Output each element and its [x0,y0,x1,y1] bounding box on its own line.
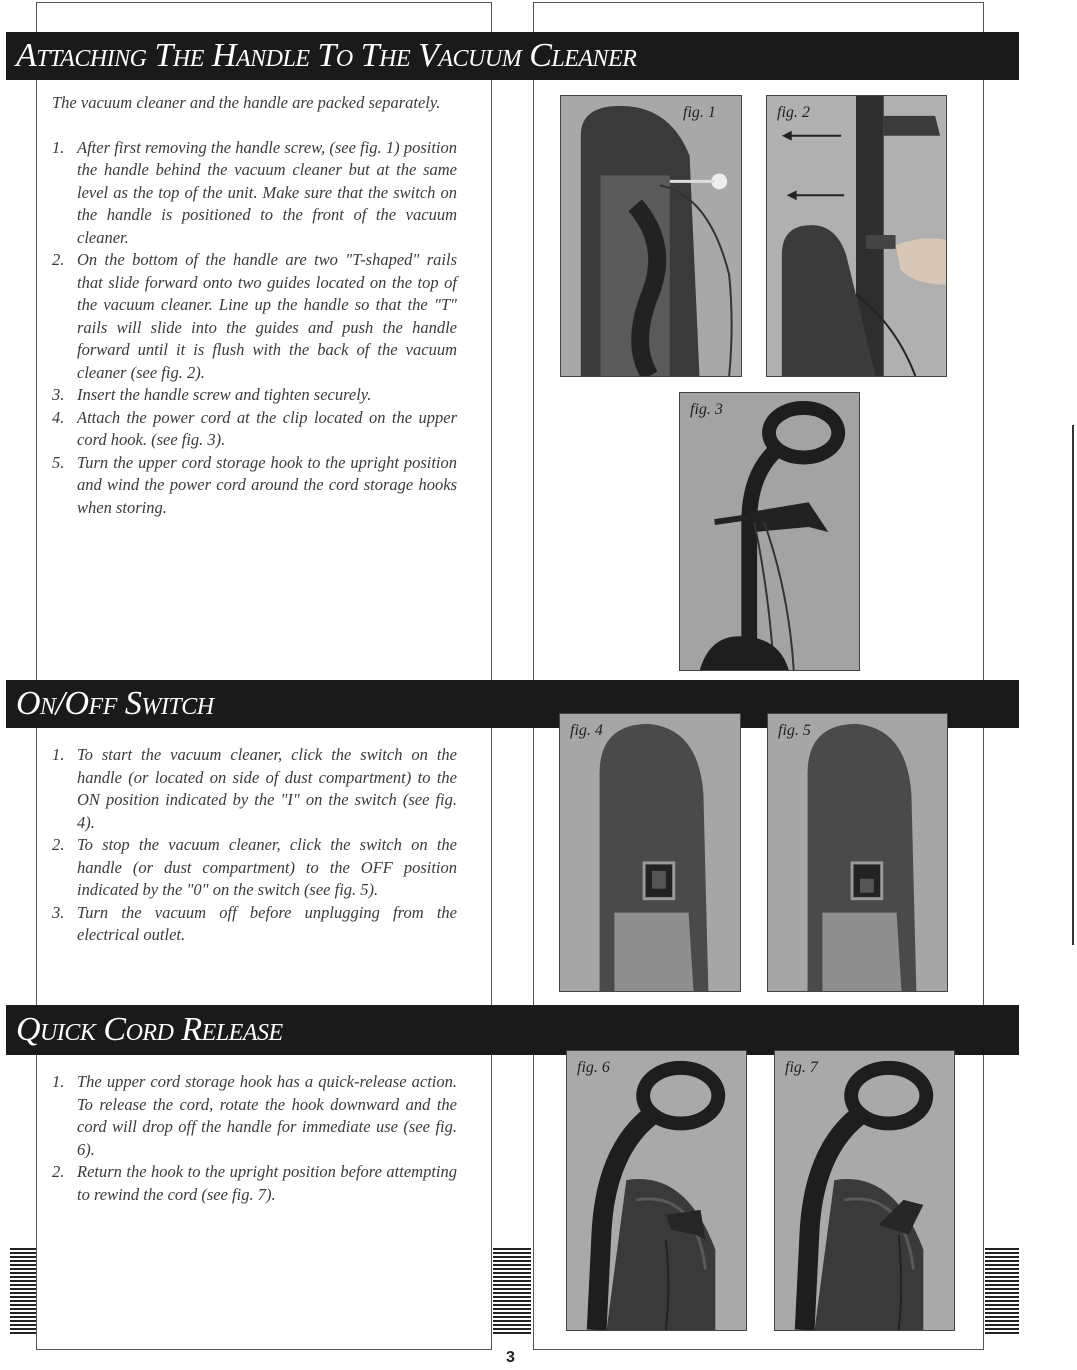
handle-rails-illustration [767,96,946,376]
binder-mark-center [493,1248,531,1336]
binder-mark-right [985,1248,1019,1336]
section-title: On/Off Switch [16,685,214,722]
list-item: 2. To stop the vacuum cleaner, click the switch on the handle (or dust compartment) to the OFF position indicated by the "0" on the switch (see fig. 5). [52,835,457,899]
cord-hook-illustration [680,393,859,670]
figure-7-photo [774,1050,955,1331]
list-item: 1. The upper cord storage hook has a quick-release action. To release the cord, rotate the hook downward and the cord will drop off the handle for immediate use (see fig. 6). [52,1072,457,1159]
section-title: Quick Cord Release [16,1011,283,1048]
attaching-instructions [52,92,457,519]
list-item: 3. Turn the vacuum off before unplugging from the electrical outlet. [52,902,457,944]
figure-3-photo [679,392,860,671]
binder-mark-left [10,1248,36,1336]
section-title: Attaching The Handle To The Vacuum Cleaner [16,37,637,74]
section-header-cord [6,1005,1019,1055]
figure-4-photo [559,713,741,992]
page-number: 3 [506,1349,515,1366]
list-item: 1. To start the vacuum cleaner, click the switch on the handle (or located on side of dust compartment) to the ON position indicated by the "I" on the switch (see fig. 4). [52,745,457,832]
cord-instructions [52,1071,457,1206]
vacuum-handle-top-illustration [561,96,741,376]
onoff-instructions [52,744,457,947]
hook-down-illustration [567,1051,746,1330]
list-item: 5. Turn the upper cord storage hook to the upright position and wind the power cord around the cord storage hooks when storing. [52,452,457,517]
figure-6-photo [566,1050,747,1331]
list-item: 4. Attach the power cord at the clip located on the upper cord hook. (see fig. 3). [52,407,457,449]
figure-label: fig. 1 [683,104,716,121]
figure-label: fig. 4 [570,722,603,739]
list-item: 2. Return the hook to the upright position before attempting to rewind the cord (see fig. 7). [52,1162,457,1204]
hook-up-illustration [775,1051,954,1330]
figure-label: fig. 6 [577,1059,610,1076]
figure-label: fig. 5 [778,722,811,739]
section-header-attaching [6,32,1019,80]
list-item: 2. On the bottom of the handle are two "T-shaped" rails that slide forward onto two guides located on the top of the vacuum cleaner. Line up the handle so that the "T" rails will slide into the guides and push the handle forward until it is flush with the back of the vacuum cleaner (see fig. 2). [52,250,457,382]
figure-label: fig. 7 [785,1059,818,1076]
list-item: 3. Insert the handle screw and tighten securely. [52,385,372,404]
page-edge-line [1072,425,1074,945]
figure-label: fig. 3 [690,401,723,418]
figure-label: fig. 2 [777,104,810,121]
switch-off-illustration [768,714,947,991]
figure-5-photo [767,713,948,992]
intro-text: The vacuum cleaner and the handle are packed separately. [52,93,441,112]
list-item: 1. After first removing the handle screw, (see fig. 1) position the handle behind the vacuum cleaner but at the same level as the top of the unit. Make sure that the switch on the handle is positioned to the front of the vacuum cleaner. [52,137,457,247]
figure-1-photo [560,95,742,377]
switch-on-illustration [560,714,740,991]
figure-2-photo [766,95,947,377]
